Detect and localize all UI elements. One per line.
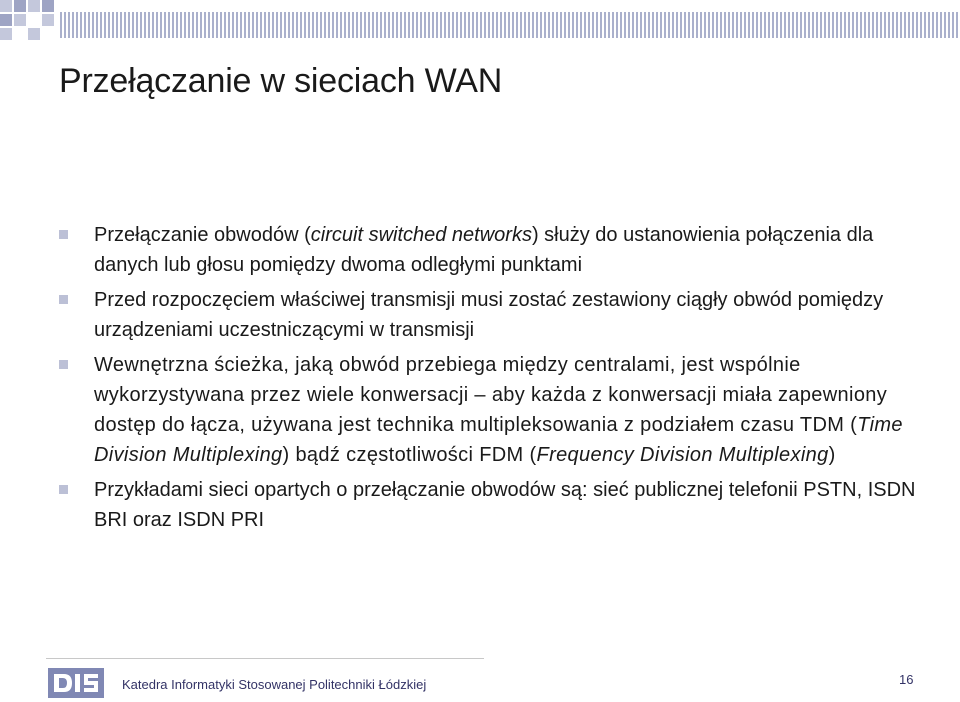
bullet-item — [59, 350, 939, 470]
bullet-item — [59, 285, 939, 345]
bullet-text: Przełączanie obwodów (circuit switched networks) służy do ustanowienia połączenia dla danych lub głosu pomiędzy dwoma odległymi punktami — [94, 224, 874, 276]
footer-divider — [46, 658, 484, 659]
bullet-list — [59, 220, 939, 540]
emphasis: Time Division Multiplexing — [94, 414, 903, 466]
emphasis: Frequency Division Multiplexing — [536, 444, 829, 466]
slide-title: Przełączanie w sieciach WAN — [59, 62, 503, 100]
bullet-item — [59, 220, 939, 280]
bullet-text: Przed rozpoczęciem właściwej transmisji musi zostać zestawiony ciągły obwód pomiędzy urządzeniami uczestniczącymi w transmisji — [94, 289, 884, 341]
header-decoration — [0, 0, 960, 52]
bullet-marker-icon — [59, 230, 68, 239]
bullet-text: Wewnętrzna ścieżka, jaką obwód przebiega między centralami, jest wspólnie wykorzystywana przez wiele konwersacji – aby każda z konwersacji miała zapewniony dostęp do łącza, używana jest technika multipleksowania z podziałem czasu TDM (Time Division Multiplexing) bądź częstotliwości FDM (Frequency Division Multiplexing) — [94, 354, 903, 466]
department-logo-icon — [48, 668, 104, 698]
bullet-marker-icon — [59, 295, 68, 304]
footer-organization: Katedra Informatyki Stosowanej Politechniki Łódzkiej — [122, 677, 427, 692]
bullet-item — [59, 475, 939, 535]
page-number: 16 — [899, 672, 914, 687]
bullet-marker-icon — [59, 360, 68, 369]
bullet-marker-icon — [59, 485, 68, 494]
emphasis: circuit switched networks — [310, 224, 532, 246]
bullet-text: Przykładami sieci opartych o przełączanie obwodów są: sieć publicznej telefonii PSTN, ISDN BRI oraz ISDN PRI — [94, 479, 916, 531]
